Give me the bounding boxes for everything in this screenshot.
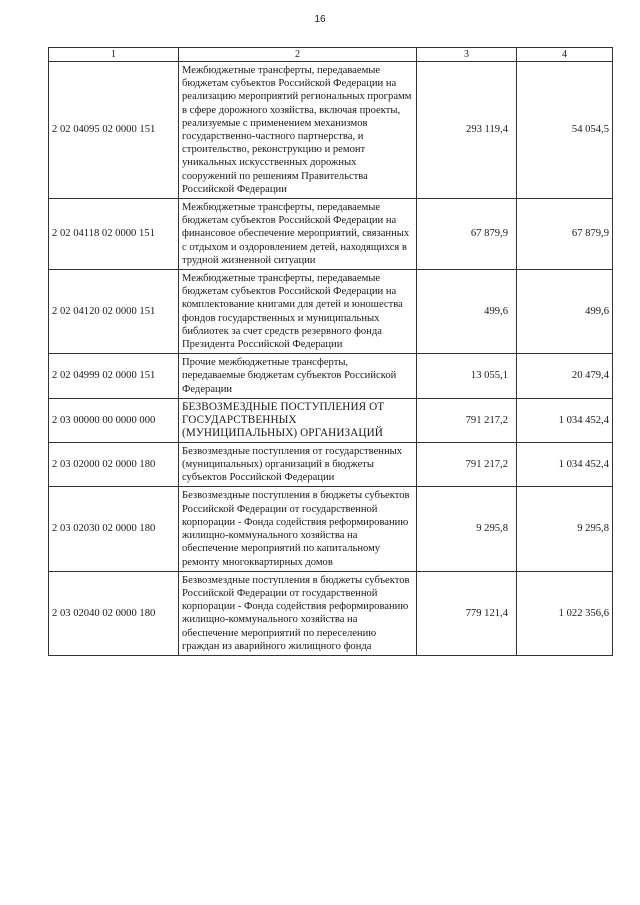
- description-cell: Безвозмездные поступления в бюджеты субъектов Российской Федерации от государственной корпорации - Фонда содействия реформированию жилищно-коммунального хозяйства на обеспечение мероприятий по переселению граждан из аварийного жилищного фонда: [179, 571, 417, 655]
- table-row: [49, 270, 613, 354]
- table-row: [49, 442, 613, 487]
- amount-cell-col3: 13 055,1: [417, 354, 517, 399]
- amount-cell-col3: 791 217,2: [417, 442, 517, 487]
- amount-cell-col4: 1 022 356,6: [517, 571, 613, 655]
- description-cell: Межбюджетные трансферты, передаваемые бюджетам субъектов Российской Федерации на реализацию мероприятий региональных программ в сфере дорожного хозяйства, включая проекты, реализуемые с применением механизмов государственно-частного партнерства, и строительство, реконструкцию и ремонт уникальных искусственных дорожных сооружений по решениям Правительства Российской Федерации: [179, 62, 417, 199]
- budget-code-cell: 2 03 02030 02 0000 180: [49, 487, 179, 571]
- budget-code-cell: 2 03 00000 00 0000 000: [49, 398, 179, 442]
- table-row: [49, 62, 613, 199]
- amount-cell-col4: 9 295,8: [517, 487, 613, 571]
- budget-code-cell: 2 03 02000 02 0000 180: [49, 442, 179, 487]
- budget-table: [48, 47, 613, 656]
- column-header-1: 1: [49, 48, 179, 62]
- table-row: [49, 487, 613, 571]
- table-row: [49, 354, 613, 399]
- column-header-3: 3: [417, 48, 517, 62]
- amount-cell-col3: 499,6: [417, 270, 517, 354]
- description-cell: Прочие межбюджетные трансферты, передаваемые бюджетам субъектов Российской Федерации: [179, 354, 417, 399]
- amount-cell-col3: 293 119,4: [417, 62, 517, 199]
- amount-cell-col3: 9 295,8: [417, 487, 517, 571]
- budget-code-cell: 2 02 04095 02 0000 151: [49, 62, 179, 199]
- header-row: [49, 48, 613, 62]
- amount-cell-col3: 67 879,9: [417, 199, 517, 270]
- table-row: [49, 199, 613, 270]
- table-row: [49, 398, 613, 442]
- amount-cell-col3: 791 217,2: [417, 398, 517, 442]
- budget-code-cell: 2 03 02040 02 0000 180: [49, 571, 179, 655]
- table-row: [49, 571, 613, 655]
- description-cell: Безвозмездные поступления в бюджеты субъектов Российской Федерации от государственной корпорации - Фонда содействия реформированию жилищно-коммунального хозяйства на обеспечение мероприятий по капитальному ремонту многоквартирных домов: [179, 487, 417, 571]
- amount-cell-col3: 779 121,4: [417, 571, 517, 655]
- column-header-4: 4: [517, 48, 613, 62]
- table-body: [49, 62, 613, 656]
- amount-cell-col4: 1 034 452,4: [517, 442, 613, 487]
- amount-cell-col4: 1 034 452,4: [517, 398, 613, 442]
- column-header-2: 2: [179, 48, 417, 62]
- description-cell: Безвозмездные поступления от государственных (муниципальных) организаций в бюджеты субъектов Российской Федерации: [179, 442, 417, 487]
- amount-cell-col4: 67 879,9: [517, 199, 613, 270]
- amount-cell-col4: 499,6: [517, 270, 613, 354]
- page-number: 16: [314, 14, 326, 25]
- budget-code-cell: 2 02 04999 02 0000 151: [49, 354, 179, 399]
- amount-cell-col4: 20 479,4: [517, 354, 613, 399]
- budget-code-cell: 2 02 04118 02 0000 151: [49, 199, 179, 270]
- description-cell: Межбюджетные трансферты, передаваемые бюджетам субъектов Российской Федерации на комплектование книгами для детей и юношества фондов государственных и муниципальных библиотек за счет средств резервного фонда Президента Российской Федерации: [179, 270, 417, 354]
- amount-cell-col4: 54 054,5: [517, 62, 613, 199]
- description-cell: БЕЗВОЗМЕЗДНЫЕ ПОСТУПЛЕНИЯ ОТ ГОСУДАРСТВЕННЫХ (МУНИЦИПАЛЬНЫХ) ОРГАНИЗАЦИЙ: [179, 398, 417, 442]
- description-cell: Межбюджетные трансферты, передаваемые бюджетам субъектов Российской Федерации на финансовое обеспечение мероприятий, связанных с отдыхом и оздоровлением детей, находящихся в трудной жизненной ситуации: [179, 199, 417, 270]
- budget-code-cell: 2 02 04120 02 0000 151: [49, 270, 179, 354]
